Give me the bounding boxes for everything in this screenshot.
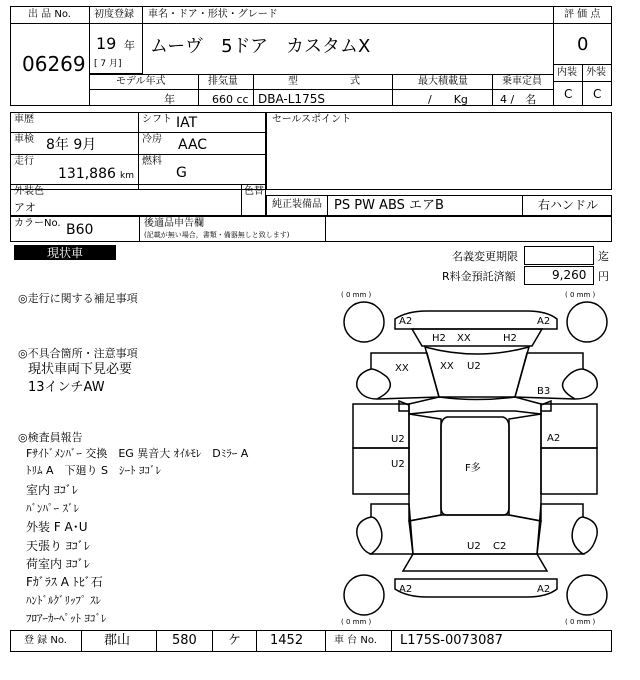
chassis-label: 車 台 No. [334,635,377,646]
car-name-label: 車名・ドア・形状・グレード [148,9,278,20]
exterior-grade: C [593,87,602,101]
left-front-arch [357,369,377,399]
first-reg-year: 19 [96,34,117,53]
year-unit: 年 [124,39,135,52]
color-change-label: 色替 [244,186,264,197]
defects-title: ◎不具合箇所・注意事項 [18,347,138,360]
mileage: 131,886 [58,166,116,182]
right-mirror [541,401,551,411]
mark-rear-bumper-right: A2 [537,584,551,595]
capacity: 4 / 名 [500,93,537,106]
capacity-label: 乗車定員 [502,76,542,87]
right-rear-arch [583,517,597,554]
front-bumper-outline [395,311,557,329]
mark-rear-u2: U2 [467,541,481,552]
left-rear-arch [357,517,371,554]
shift-label: シフト [142,114,172,125]
reg-region: 郡山 [104,633,131,648]
mileage-unit: km [120,171,134,181]
car-name: ムーヴ 5ドア カスタムX [150,36,371,57]
interior-label: 内装 [557,67,577,78]
tire-depth-front-left: ( 0 mm ) [341,291,372,299]
exterior-color: アオ [14,201,36,214]
tire-depth-rear-right: ( 0 mm ) [565,618,596,626]
model-code: DBA-L175S [258,92,325,106]
inspector-item: ﾊﾞﾝﾊﾟｰ ｽﾞﾚ [26,502,79,515]
tire-front-right [567,302,607,342]
max-load-label: 最大積載量 [418,76,468,87]
driving-notes-title: ◎走行に関する補足事項 [18,292,138,305]
inspector-item: Fｶﾞﾗｽ A ﾄﾋﾞ石 [26,575,103,589]
history-label: 車歴 [14,114,34,125]
cabin-right [509,414,541,521]
recycle-label: R料金預託済額 [442,270,516,283]
chassis-no: L175S-0073087 [400,633,503,648]
tire-rear-right [567,575,607,615]
right-rear-door-outline [541,448,597,494]
current-car-badge: 現状車 [14,245,116,260]
mark-grille-h2-left: H2 [432,333,446,344]
shift: IAT [176,115,198,131]
max-load: / Kg [428,93,468,106]
first-reg-month: [ 7 月] [94,59,122,69]
inspector-item: 天張り ﾖｺﾞﾚ [26,539,90,553]
mark-rear-bumper-left: A2 [399,584,413,595]
reg-class-no: 580 [172,633,197,648]
inspector-item: 外装 F A･U [26,520,88,534]
displacement: 660 cc [212,93,249,106]
mark-front-bumper-left: A2 [399,316,413,327]
right-front-arch [575,369,597,399]
name-change-label: 名義変更期限 [452,250,518,263]
recycle-amount: 9,260 [552,268,587,282]
name-change-unit: 迄 [598,250,609,263]
car-condition-diagram [337,289,613,628]
exterior-label: 外装 [586,67,606,78]
aftermarket-content-box [325,216,612,242]
inspector-item: Fｻｲﾄﾞﾒﾝﾊﾞｰ 交換 EG 異音大 ｵｲﾙﾓﾚ Dﾐﾗｰ A [26,447,249,460]
lot-no: 06269 [22,52,86,76]
score: 0 [577,34,589,55]
mark-left-front-door: U2 [391,434,405,445]
rear-bumper-outline [395,579,557,597]
inspection: 8年 9月 [46,137,97,153]
rear-right-quarter [537,504,583,554]
tire-rear-left [344,575,384,615]
displacement-label: 排気量 [208,76,238,87]
ac: AAC [178,137,208,153]
score-label: 評 価 点 [564,9,601,20]
mark-right-fender: B3 [537,386,551,397]
ac-label: 冷房 [142,134,162,145]
mileage-label: 走行 [14,156,34,167]
name-change-box [524,246,594,265]
hood-outline [425,347,529,400]
reg-kana: ケ [228,633,242,648]
aftermarket-note: (記載が無い場合，書類・備器無しと致します) [144,231,290,239]
model-year-label: モデル年式 [116,76,166,87]
exterior-color-box [10,184,266,216]
cabin-left [409,414,441,521]
mark-hood-xx: XX [440,361,454,372]
mark-left-fender: XX [395,363,409,374]
first-reg-label: 初度登録 [94,9,134,20]
mark-grille-xx: XX [457,333,471,344]
type-label-2: 式 [350,76,360,87]
defect-item: 現状車両下見必要 [28,362,133,377]
inspector-item: ﾄﾘﾑ A 下廻り S ｼｰﾄ ﾖｺﾞﾚ [26,464,161,477]
fuel-label: 燃料 [142,156,162,167]
mark-right-front-door: A2 [547,433,561,444]
color-no-label: カラーNo. [14,218,61,229]
inspector-item: 室内 ﾖｺﾞﾚ [26,483,78,497]
mark-grille-h2-right: H2 [503,333,517,344]
mark-roof: F多 [465,463,481,474]
aftermarket-label: 後適品申告欄 [144,218,204,229]
reg-number: 1452 [270,633,304,648]
exterior-color-label: 外装色 [14,186,44,197]
interior-grade: C [564,87,573,101]
tire-depth-front-right: ( 0 mm ) [565,291,596,299]
selling-points-label: セールスポイント [272,114,352,125]
model-year-unit: 年 [164,93,175,106]
factory-equip-label: 純正装備品 [272,199,322,210]
mark-front-bumper-right: A2 [537,316,551,327]
tire-depth-rear-left: ( 0 mm ) [341,618,372,626]
left-mirror [399,401,409,411]
inspection-label: 車検 [14,134,34,145]
mark-hood-u2: U2 [467,361,481,372]
lot-no-label: 出 品 No. [28,9,71,20]
tire-front-left [344,302,384,342]
factory-equip: PS PW ABS エアB [334,198,444,213]
mark-rear-c2: C2 [493,541,507,552]
recycle-unit: 円 [598,270,609,283]
defect-item: 13インチAW [28,380,105,395]
mark-left-rear-door: U2 [391,459,405,470]
inspector-item: 荷室内 ﾖｺﾞﾚ [26,557,90,571]
color-no: B60 [66,222,94,238]
rear-glass-outline [403,554,547,571]
inspector-item: ﾌﾛｱｰｶｰﾍﾟｯﾄ ﾖｺﾞﾚ [26,612,107,625]
inspector-title: ◎検査員報告 [18,431,83,444]
fuel: G [176,165,187,181]
rear-left-quarter [371,504,413,554]
left-rear-door-outline [353,448,409,494]
steering: 右ハンドル [538,198,599,212]
type-label: 型 [288,76,298,87]
reg-label: 登 録 No. [24,635,67,646]
left-fender-outline [371,353,439,399]
inspector-item: ﾊﾝﾄﾞﾙｸﾞﾘｯﾌﾟ ｽﾚ [26,594,101,607]
